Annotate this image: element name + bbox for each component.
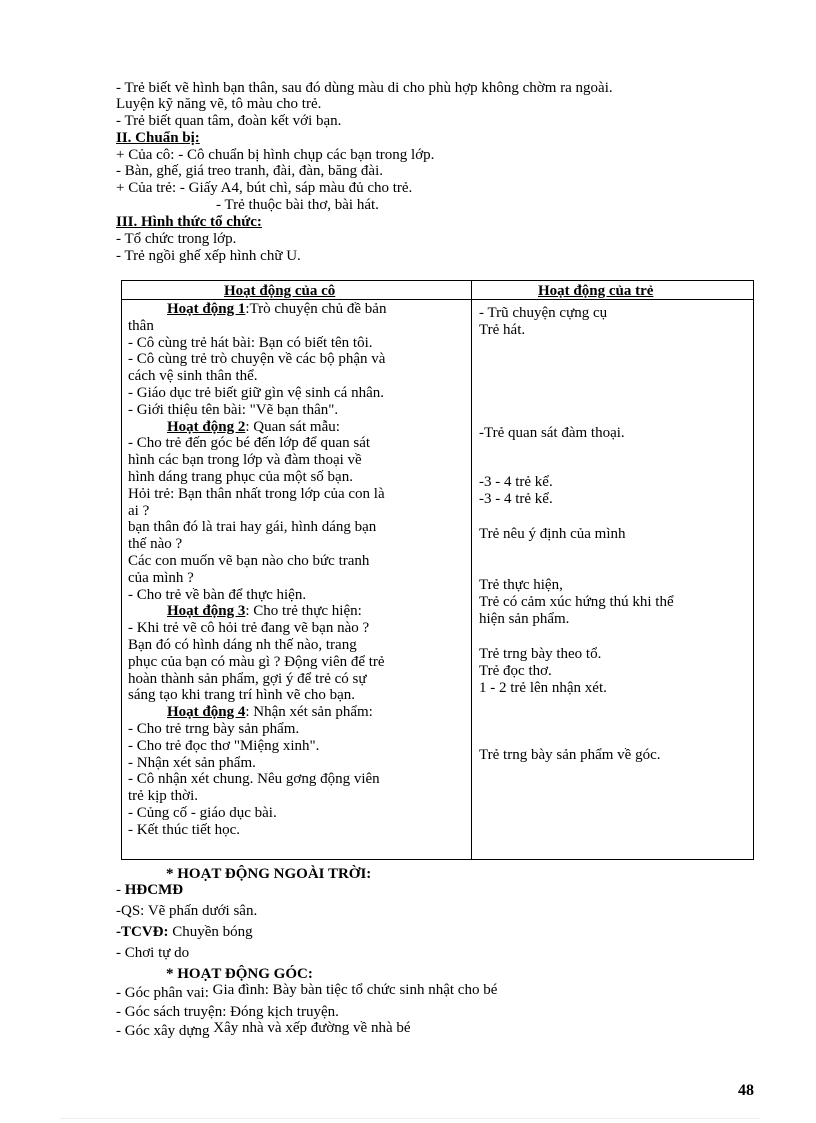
form-line: - Tổ chức trong lớp. (116, 231, 237, 247)
activity-heading: Hoạt động 1 (167, 301, 246, 317)
teacher-cell-line (128, 452, 362, 468)
teacher-cell-line (128, 805, 277, 821)
teacher-text: cách vệ sinh thân thể. (128, 368, 258, 384)
activity-heading: Hoạt động 2 (167, 419, 246, 435)
teacher-cell-line (128, 402, 338, 418)
child-cell-line: -3 - 4 trẻ kể. (479, 491, 553, 507)
teacher-cell-line (128, 721, 299, 737)
teacher-text: của mình ? (128, 570, 194, 586)
teacher-cell-line (128, 335, 373, 351)
teacher-text: : Nhận xét sản phẩm: (245, 704, 373, 720)
teacher-cell-line (128, 671, 367, 687)
teacher-text: Hỏi trẻ: Bạn thân nhất trong lớp của con là (128, 486, 385, 502)
teacher-text: Bạn đó có hình dáng nh thế nào, trang (128, 637, 357, 653)
teacher-text: sáng tạo khi trang trí hình vẽ cho bạn. (128, 687, 356, 703)
teacher-cell-line (128, 637, 357, 653)
hdcmd-label: HĐCMĐ (124, 882, 184, 898)
teacher-cell-line (128, 687, 355, 703)
child-cell-line: 1 - 2 trẻ lên nhận xét. (479, 680, 607, 696)
teacher-cell-line (128, 368, 258, 384)
teacher-text: ai ? (128, 503, 150, 519)
teacher-cell-line (128, 469, 353, 485)
form-line: - Trẻ ngồi ghế xếp hình chữ U. (116, 248, 301, 264)
child-cell-line: -Trẻ quan sát đàm thoại. (479, 425, 625, 441)
child-cell-line: Trẻ thực hiện, (479, 577, 563, 593)
teacher-column-header: Hoạt động của cô (224, 283, 336, 299)
teacher-cell-line (128, 771, 380, 787)
prep-line: - Trẻ thuộc bài thơ, bài hát. (216, 197, 379, 213)
child-cell-line: Trẻ trng bày sản phẩm về góc. (479, 747, 661, 763)
form-heading: III. Hình thức tổ chức: (116, 214, 262, 230)
intro-line-3: - Trẻ biết quan tâm, đoàn kết với bạn. (116, 113, 342, 129)
teacher-cell-line (128, 654, 385, 670)
teacher-text: - Giới thiệu tên bài: "Vẽ bạn thân". (128, 402, 339, 418)
intro-line-1: - Trẻ biết vẽ hình bạn thân, sau đó dùng màu di cho phù hợp không chờm ra ngoài. (116, 80, 613, 96)
corner-line: - Góc xây dựng Xây nhà và xếp đường về nhà bé (116, 1020, 411, 1039)
activity-heading: Hoạt động 4 (167, 704, 246, 720)
prep-line: - Bàn, ghế, giá treo tranh, đài, đàn, băng đài. (116, 163, 383, 179)
child-column-header: Hoạt động của trẻ (538, 283, 654, 299)
teacher-cell-line (128, 519, 376, 535)
child-cell-line: Trẻ trng bày theo tổ. (479, 646, 602, 662)
teacher-cell-line (128, 503, 149, 519)
teacher-cell-line (128, 822, 240, 838)
teacher-text: - Kết thúc tiết học. (128, 822, 241, 838)
teacher-text: - Cho trẻ về bàn để thực hiện. (128, 587, 307, 603)
prep-line: + Của cô: - Cô chuẩn bị hình chụp các bạn trong lớp. (116, 147, 435, 163)
page-number: 48 (738, 1082, 754, 1099)
teacher-text: hoàn thành sản phẩm, gợi ý để trẻ có sự (128, 671, 367, 687)
outdoor-free: - Chơi tự do (116, 945, 190, 961)
teacher-cell-line (128, 738, 319, 754)
teacher-text: - Cô nhận xét chung. Nêu gơng động viên (128, 771, 380, 787)
outdoor-hdcmd: - HĐCMĐ (116, 882, 184, 898)
teacher-cell-line (128, 570, 194, 586)
teacher-cell-line (128, 435, 370, 451)
child-cell-line: hiện sản phẩm. (479, 611, 570, 627)
activity-table (121, 280, 754, 860)
teacher-cell-line (167, 419, 340, 435)
teacher-text: : Cho trẻ thực hiện: (245, 603, 362, 619)
header-divider (122, 299, 753, 300)
teacher-cell-line (128, 553, 369, 569)
intro-line-2: Luyện kỹ năng vẽ, tô màu cho trẻ. (116, 96, 322, 112)
teacher-cell-line (128, 486, 385, 502)
child-cell-line: Trẻ có cảm xúc hứng thú khi thể (479, 594, 674, 610)
prep-heading: II. Chuẩn bị: (116, 130, 200, 146)
tcvd-text: Chuyền bóng (168, 924, 253, 940)
teacher-cell-line (167, 301, 386, 317)
teacher-text: - Cho trẻ trng bày sản phẩm. (128, 721, 300, 737)
teacher-text: :Trò chuyện chủ đề bản (245, 301, 387, 317)
activity-heading: Hoạt động 3 (167, 603, 246, 619)
teacher-cell-line (167, 704, 373, 720)
teacher-text: - Củng cố - giáo dục bài. (128, 805, 277, 821)
teacher-text: Các con muốn vẽ bạn nào cho bức tranh (128, 553, 370, 569)
teacher-cell-line (128, 318, 154, 334)
child-cell-line: -3 - 4 trẻ kể. (479, 474, 553, 490)
teacher-cell-line (128, 351, 385, 367)
teacher-cell-line (128, 620, 369, 636)
teacher-cell-line (128, 536, 182, 552)
child-cell-line: Trẻ đọc thơ. (479, 663, 552, 679)
corner-line: - Góc phân vai: Gia đình: Bày bàn tiệc tổ chức sinh nhật cho bé (116, 982, 498, 1001)
teacher-cell-line (128, 755, 256, 771)
teacher-cell-line (128, 788, 198, 804)
teacher-text: - Cô cùng trẻ trò chuyện về các bộ phận và (128, 351, 386, 367)
teacher-text: thế nào ? (128, 536, 183, 552)
outdoor-heading: * HOẠT ĐỘNG NGOÀI TRỜI: (166, 866, 372, 882)
teacher-text: - Nhận xét sản phẩm. (128, 755, 256, 771)
prep-line: + Của trẻ: - Giấy A4, bút chì, sáp màu đủ cho trẻ. (116, 180, 413, 196)
child-cell-line: Trẻ nêu ý định của mình (479, 526, 626, 542)
teacher-text: thân (128, 318, 154, 334)
footer-rule (60, 1118, 760, 1119)
teacher-text: hình dáng trang phục của một số bạn. (128, 469, 353, 485)
tcvd-label: -TCVĐ: (116, 924, 169, 940)
teacher-text: - Cô cùng trẻ hát bài: Bạn có biết tên tôi. (128, 335, 373, 351)
teacher-text: phục của bạn có màu gì ? Động viên để trẻ (128, 654, 385, 670)
child-cell-line: - Trũ chuyện cựng cụ (479, 305, 608, 321)
teacher-text: - Cho trẻ đọc thơ "Miệng xinh". (128, 738, 320, 754)
teacher-text: bạn thân đó là trai hay gái, hình dáng bạn (128, 519, 377, 535)
teacher-cell-line (128, 385, 384, 401)
teacher-text: - Cho trẻ đến góc bé đến lớp để quan sát (128, 435, 371, 451)
column-divider (471, 281, 472, 859)
corners-heading: * HOẠT ĐỘNG GÓC: (166, 966, 313, 982)
teacher-text: - Khi trẻ vẽ cô hỏi trẻ đang vẽ bạn nào ? (128, 620, 370, 636)
child-cell-line: Trẻ hát. (479, 322, 526, 338)
teacher-cell-line (128, 587, 306, 603)
outdoor-qs: -QS: Vẽ phấn dưới sân. (116, 903, 258, 919)
outdoor-tcvd (116, 924, 253, 940)
teacher-text: hình các bạn trong lớp và đàm thoại về (128, 452, 362, 468)
corner-line: - Góc sách truyện: Đóng kịch truyện. (116, 1004, 339, 1020)
teacher-text: - Giáo dục trẻ biết giữ gìn vệ sinh cá nhân. (128, 385, 384, 401)
teacher-text: trẻ kịp thời. (128, 788, 199, 804)
teacher-cell-line (167, 603, 362, 619)
teacher-text: : Quan sát mẫu: (245, 419, 340, 435)
